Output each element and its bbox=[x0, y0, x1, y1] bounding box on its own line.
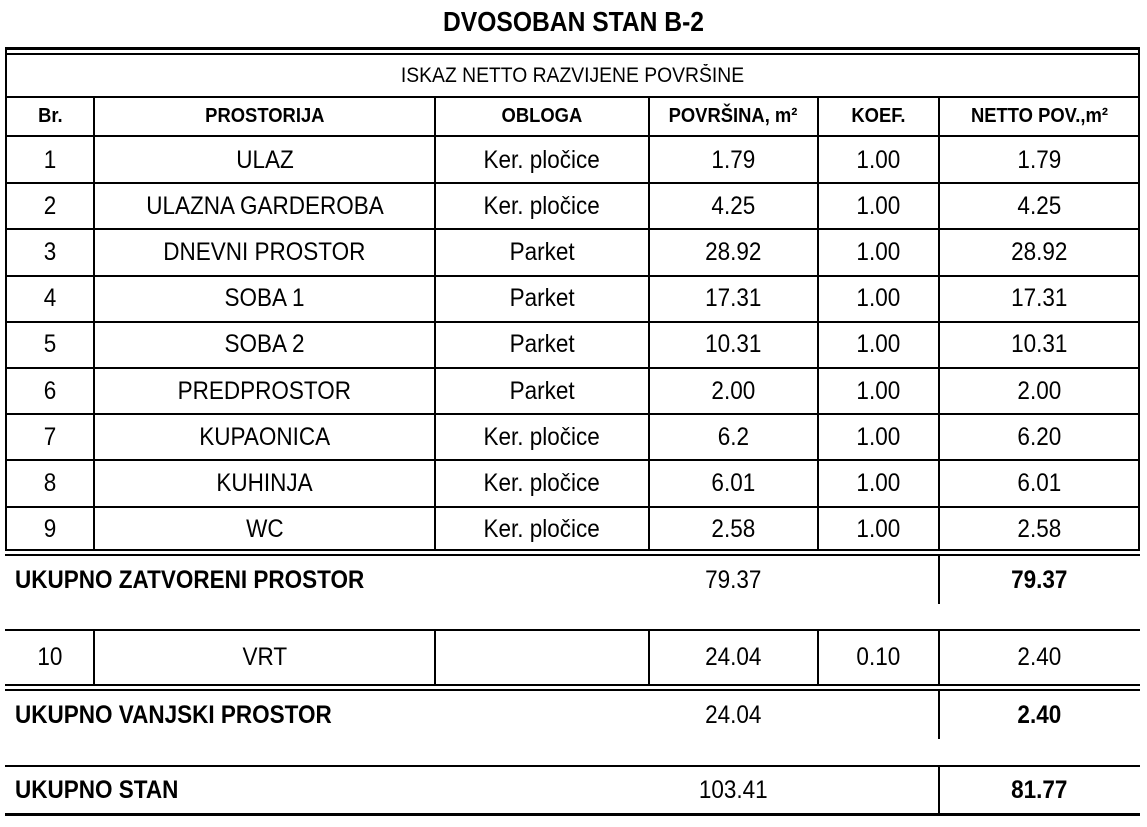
row-9-povrsina bbox=[650, 507, 817, 553]
row-9-koef bbox=[819, 507, 938, 553]
total-apartment-netto-text: 81.77 bbox=[1010, 775, 1068, 804]
row-3-obloga-text: Parket bbox=[509, 237, 575, 266]
row-5-obloga bbox=[436, 322, 648, 368]
garden-povrsina-text: 24.04 bbox=[705, 643, 762, 671]
row-1-povrsina-text: 1.79 bbox=[711, 145, 756, 174]
row-8-obloga-text: Ker. pločice bbox=[483, 468, 601, 497]
garden-netto bbox=[940, 631, 1138, 684]
header-obloga bbox=[436, 98, 648, 135]
row-8-netto-text: 6.01 bbox=[1017, 468, 1061, 497]
row-5-obloga-text: Parket bbox=[509, 330, 575, 359]
row-2-koef-text: 1.00 bbox=[856, 191, 901, 220]
row-3-netto bbox=[940, 229, 1138, 275]
frame-right bbox=[1138, 47, 1140, 551]
header-netto-text: NETTO POV.,m² bbox=[970, 105, 1108, 127]
row-4-netto bbox=[940, 276, 1138, 322]
row-9-netto-text: 2.58 bbox=[1017, 515, 1061, 544]
row-4-obloga-text: Parket bbox=[509, 284, 575, 313]
row-7-netto bbox=[940, 414, 1138, 460]
row-7-koef bbox=[819, 414, 938, 460]
row-6-netto bbox=[940, 368, 1138, 414]
row-6-koef bbox=[819, 368, 938, 414]
row-8-netto bbox=[940, 460, 1138, 506]
total-apartment-netto bbox=[940, 767, 1138, 813]
row-6-obloga bbox=[436, 368, 648, 414]
row-2-prostorija-text: ULAZNA GARDEROBA bbox=[145, 191, 384, 220]
header-netto bbox=[940, 98, 1138, 135]
row-3-br bbox=[7, 229, 93, 275]
row-5-netto bbox=[940, 322, 1138, 368]
row-2-br-text: 2 bbox=[43, 191, 57, 220]
table-subtitle-text: ISKAZ NETTO RAZVIJENE POVRŠINE bbox=[400, 63, 745, 87]
row-2-netto bbox=[940, 183, 1138, 229]
total-closed-label-text: UKUPNO ZATVORENI PROSTOR bbox=[15, 565, 365, 594]
top-double-rule-1 bbox=[5, 47, 1140, 50]
row-8-koef-text: 1.00 bbox=[856, 468, 901, 497]
total-outdoor-netto bbox=[940, 691, 1138, 739]
row-5-prostorija bbox=[95, 322, 434, 368]
row-9-br bbox=[7, 507, 93, 553]
row-9-netto bbox=[940, 507, 1138, 553]
row-9-koef-text: 1.00 bbox=[856, 515, 901, 544]
row-4-prostorija bbox=[95, 276, 434, 322]
table-subtitle bbox=[7, 55, 1138, 96]
row-5-br-text: 5 bbox=[43, 330, 57, 359]
row-6-br bbox=[7, 368, 93, 414]
row-8-prostorija-text: KUHINJA bbox=[216, 468, 313, 497]
row-8-koef bbox=[819, 460, 938, 506]
row-1-br bbox=[7, 137, 93, 183]
row-3-obloga bbox=[436, 229, 648, 275]
row-6-prostorija bbox=[95, 368, 434, 414]
row-4-koef-text: 1.00 bbox=[856, 284, 901, 313]
header-povrsina-text: POVRŠINA, m² bbox=[669, 105, 798, 127]
row-4-netto-text: 17.31 bbox=[1010, 284, 1068, 313]
total-closed-netto-text: 79.37 bbox=[1010, 565, 1068, 594]
total-apartment-label bbox=[5, 767, 515, 813]
row-3-prostorija-text: DNEVNI PROSTOR bbox=[163, 237, 366, 266]
row-2-koef bbox=[819, 183, 938, 229]
header-koef-text: KOEF. bbox=[851, 105, 906, 127]
row-7-obloga bbox=[436, 414, 648, 460]
row-7-prostorija-text: KUPAONICA bbox=[199, 422, 330, 451]
row-8-prostorija bbox=[95, 460, 434, 506]
garden-koef-text: 0.10 bbox=[856, 643, 901, 671]
total-closed-label bbox=[5, 556, 515, 604]
document-title: DVOSOBAN STAN B-2 bbox=[442, 6, 705, 37]
row-3-prostorija bbox=[95, 229, 434, 275]
row-4-br bbox=[7, 276, 93, 322]
total-outdoor-label-text: UKUPNO VANJSKI PROSTOR bbox=[15, 700, 332, 729]
row-9-obloga bbox=[436, 507, 648, 553]
garden-end-rule-1 bbox=[5, 684, 1140, 686]
header-prostorija-text: PROSTORIJA bbox=[204, 105, 325, 127]
row-1-koef-text: 1.00 bbox=[856, 145, 901, 174]
row-5-netto-text: 10.31 bbox=[1010, 330, 1068, 359]
row-5-povrsina-text: 10.31 bbox=[705, 330, 762, 359]
row-6-obloga-text: Parket bbox=[509, 376, 575, 405]
row-2-povrsina-text: 4.25 bbox=[711, 191, 756, 220]
row-3-koef bbox=[819, 229, 938, 275]
row-9-br-text: 9 bbox=[43, 515, 57, 544]
row-5-koef bbox=[819, 322, 938, 368]
garden-prostorija-text: VRT bbox=[242, 643, 287, 671]
row-1-netto bbox=[940, 137, 1138, 183]
row-7-povrsina-text: 6.2 bbox=[717, 422, 750, 451]
row-4-povrsina bbox=[650, 276, 817, 322]
row-6-br-text: 6 bbox=[43, 376, 57, 405]
row-6-koef-text: 1.00 bbox=[856, 376, 901, 405]
row-4-br-text: 4 bbox=[43, 284, 57, 313]
total-closed-povrsina-text: 79.37 bbox=[705, 565, 762, 594]
row-7-br-text: 7 bbox=[43, 422, 57, 451]
garden-br bbox=[7, 631, 93, 684]
total-outdoor-povrsina bbox=[650, 691, 817, 739]
row-6-prostorija-text: PREDPROSTOR bbox=[177, 376, 352, 405]
row-7-br bbox=[7, 414, 93, 460]
header-br-text: Br. bbox=[37, 105, 63, 127]
header-obloga-text: OBLOGA bbox=[501, 105, 583, 127]
row-3-povrsina bbox=[650, 229, 817, 275]
row-3-br-text: 3 bbox=[43, 237, 57, 266]
bottom-rule bbox=[5, 813, 1140, 816]
row-8-povrsina-text: 6.01 bbox=[711, 468, 756, 497]
row-2-povrsina bbox=[650, 183, 817, 229]
row-2-obloga-text: Ker. pločice bbox=[483, 191, 601, 220]
row-1-netto-text: 1.79 bbox=[1017, 145, 1061, 174]
row-3-povrsina-text: 28.92 bbox=[705, 237, 762, 266]
row-1-obloga bbox=[436, 137, 648, 183]
row-3-koef-text: 1.00 bbox=[856, 237, 901, 266]
total-apartment-povrsina-text: 103.41 bbox=[699, 775, 768, 804]
row-7-prostorija bbox=[95, 414, 434, 460]
total-closed-netto bbox=[940, 556, 1138, 604]
row-3-netto-text: 28.92 bbox=[1010, 237, 1068, 266]
row-6-netto-text: 2.00 bbox=[1017, 376, 1061, 405]
row-9-obloga-text: Ker. pločice bbox=[483, 515, 601, 544]
row-7-povrsina bbox=[650, 414, 817, 460]
row-9-povrsina-text: 2.58 bbox=[711, 515, 756, 544]
row-5-povrsina bbox=[650, 322, 817, 368]
row-2-obloga bbox=[436, 183, 648, 229]
row-6-povrsina bbox=[650, 368, 817, 414]
row-9-prostorija bbox=[95, 507, 434, 553]
row-8-br-text: 8 bbox=[43, 468, 57, 497]
row-4-obloga bbox=[436, 276, 648, 322]
row-5-prostorija-text: SOBA 2 bbox=[224, 330, 305, 359]
total-closed-povrsina bbox=[650, 556, 817, 604]
garden-netto-text: 2.40 bbox=[1017, 643, 1061, 671]
total-outdoor-netto-text: 2.40 bbox=[1017, 700, 1061, 729]
row-5-koef-text: 1.00 bbox=[856, 330, 901, 359]
total-apartment-label-text: UKUPNO STAN bbox=[15, 775, 179, 804]
header-povrsina bbox=[650, 98, 817, 135]
garden-obloga bbox=[436, 631, 648, 684]
row-7-koef-text: 1.00 bbox=[856, 422, 901, 451]
total-outdoor-label bbox=[5, 691, 515, 739]
row-4-prostorija-text: SOBA 1 bbox=[224, 284, 305, 313]
garden-povrsina bbox=[650, 631, 817, 684]
row-2-netto-text: 4.25 bbox=[1017, 191, 1061, 220]
row-8-obloga bbox=[436, 460, 648, 506]
row-2-br bbox=[7, 183, 93, 229]
header-prostorija bbox=[95, 98, 434, 135]
row-1-prostorija-text: ULAZ bbox=[235, 145, 294, 174]
header-br bbox=[7, 98, 93, 135]
row-8-br bbox=[7, 460, 93, 506]
row-4-koef bbox=[819, 276, 938, 322]
row-8-povrsina bbox=[650, 460, 817, 506]
row-7-obloga-text: Ker. pločice bbox=[483, 422, 601, 451]
total-apartment-povrsina bbox=[650, 767, 817, 813]
row-6-povrsina-text: 2.00 bbox=[711, 376, 756, 405]
total-outdoor-povrsina-text: 24.04 bbox=[705, 700, 762, 729]
row-1-prostorija bbox=[95, 137, 434, 183]
header-koef bbox=[819, 98, 938, 135]
row-1-koef bbox=[819, 137, 938, 183]
row-1-povrsina bbox=[650, 137, 817, 183]
row-5-br bbox=[7, 322, 93, 368]
row-7-netto-text: 6.20 bbox=[1017, 422, 1061, 451]
row-2-prostorija bbox=[95, 183, 434, 229]
row-1-br-text: 1 bbox=[43, 145, 57, 174]
row-4-povrsina-text: 17.31 bbox=[705, 284, 762, 313]
row-9-prostorija-text: WC bbox=[245, 515, 284, 544]
row-1-obloga-text: Ker. pločice bbox=[483, 145, 601, 174]
garden-br-text: 10 bbox=[37, 643, 63, 671]
garden-koef bbox=[819, 631, 938, 684]
garden-prostorija bbox=[95, 631, 434, 684]
